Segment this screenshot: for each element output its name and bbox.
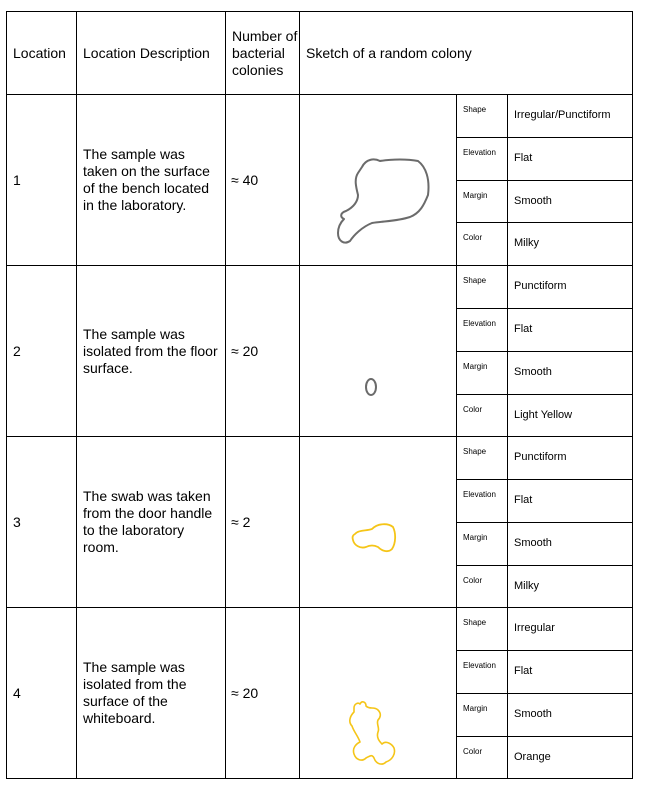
property-label: Shape [457,437,508,480]
property-value: Flat [508,309,633,352]
colony-sketch [300,266,457,436]
property-value: Milky [508,566,633,608]
property-value: Smooth [508,352,633,395]
location-description: The sample was isolated from the surface of the whiteboard. [77,608,226,779]
property-value: Irregular/Punctiform [508,95,633,138]
property-label: Elevation [457,138,508,181]
colony-count: ≈ 2 [226,437,300,608]
location-number: 4 [7,608,77,779]
property-value: Punctiform [508,437,633,480]
colony-sketch [300,437,457,607]
colony-sketch-cell [300,608,457,779]
property-value: Irregular [508,608,633,651]
table-row [7,608,633,651]
colony-sketch-cell [300,437,457,608]
property-value: Punctiform [508,266,633,309]
colony-table [6,11,633,779]
table-row [7,437,633,480]
header-description: Location Description [77,12,226,95]
colony-sketch [300,608,457,779]
table-row [7,266,633,309]
property-label: Margin [457,181,508,223]
colony-outline [353,524,396,551]
property-label: Elevation [457,480,508,523]
property-value: Orange [508,737,633,779]
colony-outline [366,379,376,395]
table-row [7,95,633,138]
header-location: Location [7,12,77,95]
property-label: Shape [457,266,508,309]
property-value: Smooth [508,694,633,737]
location-number: 2 [7,266,77,437]
property-value: Milky [508,223,633,266]
colony-sketch-cell [300,95,457,266]
header-count: Number of bacterial colonies [226,12,300,95]
property-label: Color [457,737,508,779]
property-value: Smooth [508,181,633,223]
location-description: The sample was taken on the surface of the bench located in the laboratory. [77,95,226,266]
property-label: Shape [457,608,508,651]
property-label: Color [457,566,508,608]
location-number: 3 [7,437,77,608]
location-number: 1 [7,95,77,266]
property-label: Margin [457,694,508,737]
location-description: The sample was isolated from the floor surface. [77,266,226,437]
location-description: The swab was taken from the door handle to the laboratory room. [77,437,226,608]
property-label: Color [457,395,508,437]
property-value: Flat [508,480,633,523]
property-label: Color [457,223,508,266]
colony-count: ≈ 40 [226,95,300,266]
property-value: Flat [508,138,633,181]
property-label: Margin [457,523,508,566]
colony-count: ≈ 20 [226,266,300,437]
property-value: Flat [508,651,633,694]
header-sketch: Sketch of a random colony [300,12,633,95]
property-value: Light Yellow [508,395,633,437]
property-label: Shape [457,95,508,138]
property-value: Smooth [508,523,633,566]
property-label: Margin [457,352,508,395]
colony-sketch-cell [300,266,457,437]
colony-outline [338,159,429,242]
property-label: Elevation [457,309,508,352]
colony-count: ≈ 20 [226,608,300,779]
property-label: Elevation [457,651,508,694]
header-row [7,12,633,95]
colony-outline [350,702,395,764]
colony-sketch [300,95,457,265]
